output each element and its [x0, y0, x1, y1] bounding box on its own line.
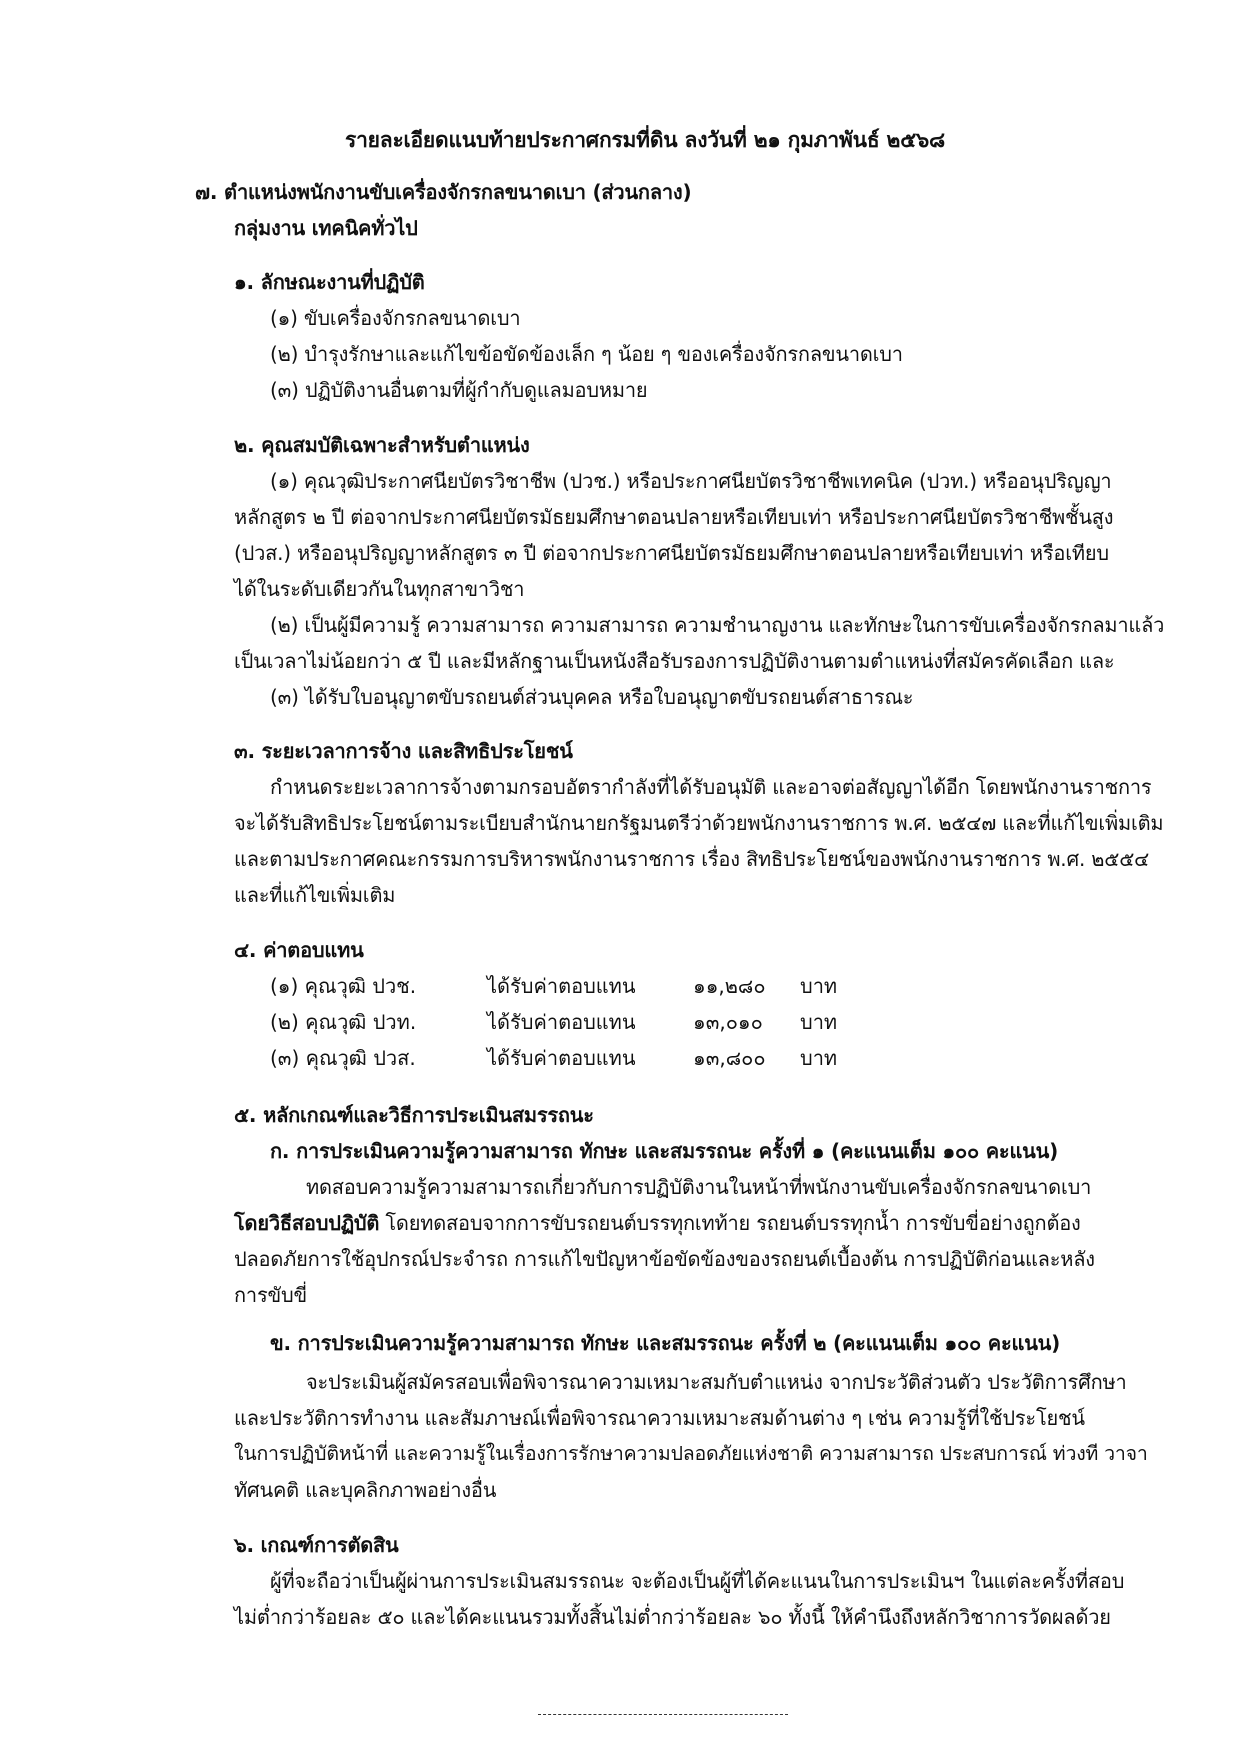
test-method-detail: โดยทดสอบจากการขับรถยนต์บรรทุกเทท้าย รถยนต์บรรทุกน้ำ การขับขี่อย่างถูกต้อง	[379, 1211, 1081, 1235]
section3-line: และที่แก้ไขเพิ่มเติม	[234, 883, 396, 907]
section5b-heading: ข. การประเมินความรู้ความสามารถ ทักษะ และสมรรถนะ ครั้งที่ ๒ (คะแนนเต็ม ๑๐๐ คะแนน)	[270, 1331, 1061, 1355]
section5-heading: ๕. หลักเกณฑ์และวิธีการประเมินสมรรถนะ	[234, 1103, 594, 1127]
section6-heading: ๖. เกณฑ์การตัดสิน	[234, 1533, 399, 1557]
section6-line: ผู้ที่จะถือว่าเป็นผู้ผ่านการประเมินสมรรถนะ จะต้องเป็นผู้ที่ได้คะแนนในการประเมินฯ ในแต่ละครั้งที่สอบ	[270, 1569, 1125, 1593]
section2-line: (๒) เป็นผู้มีความรู้ ความสามารถ ความสามารถ ความชำนาญงาน และทักษะในการขับเครื่องจักรกลมาแล้ว	[270, 613, 1165, 637]
section1-item: (๑) ขับเครื่องจักรกลขนาดเบา	[270, 306, 521, 330]
section1-item: (๒) บำรุงรักษาและแก้ไขข้อขัดข้องเล็ก ๆ น้อย ๆ ของเครื่องจักรกลขนาดเบา	[270, 342, 903, 366]
compensation-unit: บาท	[800, 1046, 838, 1070]
section5b-line: และประวัติการทำงาน และสัมภาษณ์เพื่อพิจารณาความเหมาะสมด้านต่าง ๆ เช่น ความรู้ที่ใช้ประโยชน์	[234, 1406, 1085, 1430]
compensation-unit: บาท	[800, 974, 838, 998]
compensation-label: ได้รับค่าตอบแทน	[487, 1010, 636, 1034]
compensation-label: ได้รับค่าตอบแทน	[487, 974, 636, 998]
section2-line: (๓) ได้รับใบอนุญาตขับรถยนต์ส่วนบุคคล หรือใบอนุญาตขับรถยนต์สาธารณะ	[270, 685, 914, 709]
section5b-line: จะประเมินผู้สมัครสอบเพื่อพิจารณาความเหมาะสมกับตำแหน่ง จากประวัติส่วนตัว ประวัติการศึกษา	[306, 1370, 1127, 1394]
compensation-amount: ๑๓,๘๐๐	[693, 1046, 766, 1070]
section6-line: ไม่ต่ำกว่าร้อยละ ๕๐ และได้คะแนนรวมทั้งสิ้นไม่ต่ำกว่าร้อยละ ๖๐ ทั้งนี้ ให้คำนึงถึงหลักวิชาการวัดผลด้วย	[234, 1605, 1111, 1629]
section4-heading: ๔. ค่าตอบแทน	[234, 938, 364, 962]
job-group: กลุ่มงาน เทคนิคทั่วไป	[234, 216, 418, 240]
section3-line: จะได้รับสิทธิประโยชน์ตามระเบียบสำนักนายกรัฐมนตรีว่าด้วยพนักงานราชการ พ.ศ. ๒๕๔๗ และที่แก้ไขเพิ่มเติม	[234, 811, 1164, 835]
compensation-unit: บาท	[800, 1010, 838, 1034]
footer-divider	[538, 1714, 788, 1715]
compensation-qualification: (๒) คุณวุฒิ ปวท.	[270, 1010, 417, 1034]
compensation-amount: ๑๑,๒๘๐	[693, 974, 766, 998]
section1-item: (๓) ปฏิบัติงานอื่นตามที่ผู้กำกับดูแลมอบหมาย	[270, 378, 648, 402]
compensation-label: ได้รับค่าตอบแทน	[487, 1046, 636, 1070]
section2-line: (๑) คุณวุฒิประกาศนียบัตรวิชาชีพ (ปวช.) หรือประกาศนียบัตรวิชาชีพเทคนิค (ปวท.) หรืออนุปริญญา	[270, 469, 1112, 493]
section2-line: หลักสูตร ๒ ปี ต่อจากประกาศนียบัตรมัธยมศึกษาตอนปลายหรือเทียบเท่า หรือประกาศนียบัตรวิชาชีพชั้นสูง	[234, 505, 1114, 529]
section1-heading: ๑. ลักษณะงานที่ปฏิบัติ	[234, 270, 425, 294]
section2-line: ได้ในระดับเดียวกันในทุกสาขาวิชา	[234, 577, 525, 601]
section3-line: และตามประกาศคณะกรรมการบริหารพนักงานราชการ เรื่อง สิทธิประโยชน์ของพนักงานราชการ พ.ศ. ๒๕๕๔	[234, 847, 1150, 871]
compensation-amount: ๑๓,๐๑๐	[693, 1010, 763, 1034]
section3-heading: ๓. ระยะเวลาการจ้าง และสิทธิประโยชน์	[234, 739, 573, 763]
section2-line: เป็นเวลาไม่น้อยกว่า ๕ ปี และมีหลักฐานเป็นหนังสือรับรองการปฏิบัติงานตามตำแหน่งที่สมัครคัดเลือก และ	[234, 649, 1115, 673]
section5a-line: การขับขี่	[234, 1283, 307, 1307]
section5a-line	[234, 1209, 1081, 1237]
section5a-heading: ก. การประเมินความรู้ความสามารถ ทักษะ และสมรรถนะ ครั้งที่ ๑ (คะแนนเต็ม ๑๐๐ คะแนน)	[270, 1139, 1059, 1163]
section2-heading: ๒. คุณสมบัติเฉพาะสำหรับตำแหน่ง	[234, 433, 530, 457]
section2-line: (ปวส.) หรืออนุปริญญาหลักสูตร ๓ ปี ต่อจากประกาศนียบัตรมัธยมศึกษาตอนปลายหรือเทียบเท่า หรือเทียบ	[234, 541, 1109, 565]
section5a-line: ปลอดภัยการใช้อุปกรณ์ประจำรถ การแก้ไขปัญหาข้อขัดข้องของรถยนต์เบื้องต้น การปฏิบัติก่อนและหลัง	[234, 1247, 1095, 1271]
test-method-label: โดยวิธีสอบปฏิบัติ	[234, 1211, 380, 1235]
position-title: ๗. ตำแหน่งพนักงานขับเครื่องจักรกลขนาดเบา (ส่วนกลาง)	[195, 180, 692, 204]
document-header-title: รายละเอียดแนบท้ายประกาศกรมที่ดิน ลงวันที่ ๒๑ กุมภาพันธ์ ๒๕๖๘	[345, 128, 946, 152]
compensation-qualification: (๓) คุณวุฒิ ปวส.	[270, 1046, 416, 1070]
section5b-line: ในการปฏิบัติหน้าที่ และความรู้ในเรื่องการรักษาความปลอดภัยแห่งชาติ ความสามารถ ประสบการณ์ ท่วงที วาจา	[234, 1442, 1148, 1465]
section5b-line: ทัศนคติ และบุคลิกภาพอย่างอื่น	[234, 1478, 497, 1502]
section5a-line: ทดสอบความรู้ความสามารถเกี่ยวกับการปฏิบัติงานในหน้าที่พนักงานขับเครื่องจักรกลขนาดเบา	[306, 1175, 1092, 1199]
section3-line: กำหนดระยะเวลาการจ้างตามกรอบอัตรากำลังที่ได้รับอนุมัติ และอาจต่อสัญญาได้อีก โดยพนักงานราชการ	[270, 775, 1152, 799]
compensation-qualification: (๑) คุณวุฒิ ปวช.	[270, 974, 417, 998]
